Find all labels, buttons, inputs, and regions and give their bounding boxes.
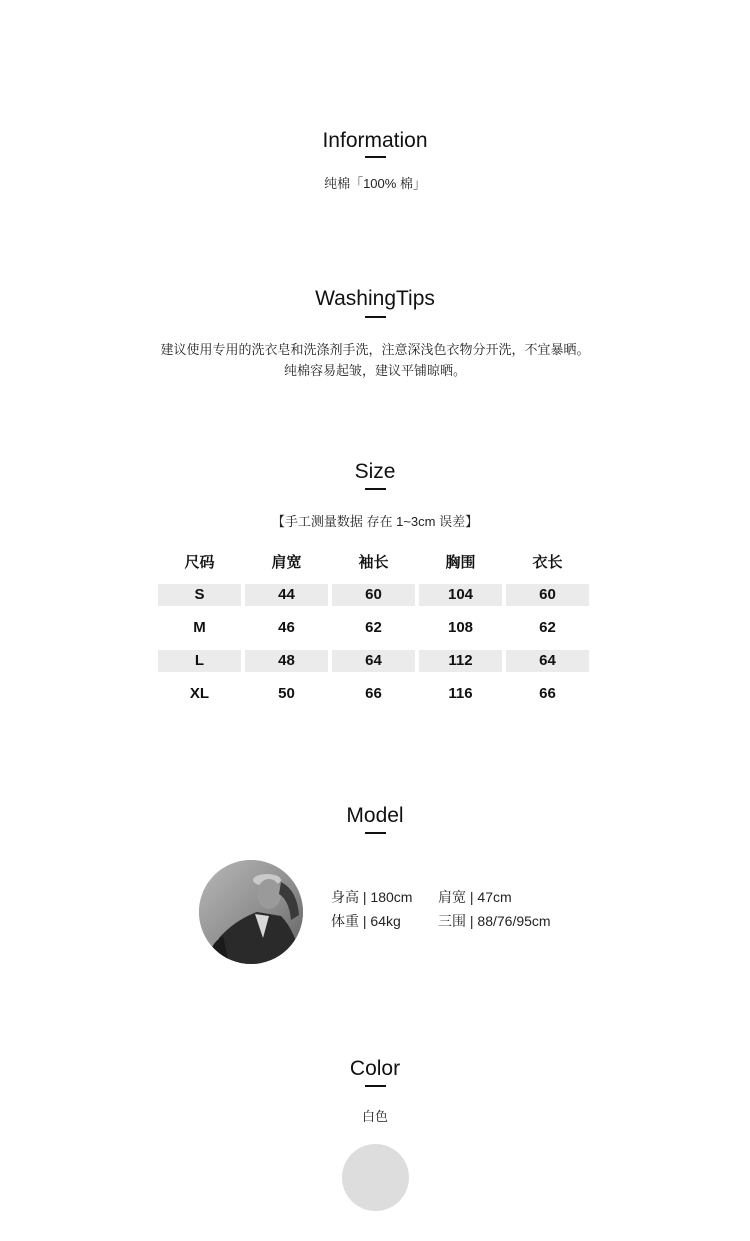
table-row bbox=[158, 644, 592, 677]
color-title: Color bbox=[349, 1057, 401, 1080]
information-underline bbox=[365, 156, 386, 158]
size-cell: 62 bbox=[539, 618, 556, 636]
washing-line-2: 纯棉容易起皱，建议平铺晾晒。 bbox=[283, 363, 466, 378]
size-cell: 66 bbox=[365, 684, 382, 702]
size-cell: 66 bbox=[539, 684, 556, 702]
washing-underline bbox=[365, 316, 386, 318]
model-height: 身高 | 180cm bbox=[331, 889, 413, 905]
size-table bbox=[158, 548, 592, 710]
color-swatch bbox=[342, 1144, 409, 1211]
model-weight: 体重 | 64kg bbox=[331, 913, 401, 929]
model-photo bbox=[199, 860, 303, 964]
size-header-cell: 袖长 bbox=[358, 554, 389, 571]
size-cell: 104 bbox=[419, 584, 502, 606]
size-cell: 64 bbox=[506, 650, 589, 672]
size-cell: S bbox=[158, 584, 241, 606]
model-avatar bbox=[199, 860, 303, 964]
size-underline bbox=[365, 488, 386, 490]
information-text: 纯棉「100% 棉」 bbox=[324, 176, 426, 191]
color-underline bbox=[365, 1085, 386, 1087]
color-name: 白色 bbox=[361, 1109, 388, 1124]
size-title: Size bbox=[354, 460, 396, 483]
size-cell: 116 bbox=[448, 684, 473, 702]
size-table-header bbox=[158, 548, 592, 578]
size-cell: M bbox=[193, 618, 206, 636]
washing-line-1: 建议使用专用的洗衣皂和洗涤剂手洗，注意深浅色衣物分开洗，不宜暴晒。 bbox=[160, 342, 590, 357]
model-measurements: 三围 | 88/76/95cm bbox=[438, 913, 551, 929]
size-cell: 46 bbox=[278, 618, 295, 636]
size-cell: 64 bbox=[332, 650, 415, 672]
table-row bbox=[158, 578, 592, 611]
model-shoulder: 肩宽 | 47cm bbox=[438, 889, 512, 905]
size-cell: 108 bbox=[447, 618, 474, 636]
size-header-cell: 衣长 bbox=[532, 554, 563, 571]
size-cell: XL bbox=[189, 684, 210, 702]
size-cell: 50 bbox=[278, 684, 295, 702]
table-row bbox=[158, 677, 592, 710]
size-cell: 112 bbox=[419, 650, 502, 672]
information-title: Information bbox=[322, 129, 428, 152]
size-note: 【手工测量数据 存在 1~3cm 误差】 bbox=[271, 514, 479, 529]
washing-title: WashingTips bbox=[315, 287, 435, 310]
size-cell: 60 bbox=[332, 584, 415, 606]
size-header-cell: 尺码 bbox=[184, 554, 215, 571]
size-cell: 60 bbox=[506, 584, 589, 606]
size-cell: L bbox=[158, 650, 241, 672]
size-cell: 44 bbox=[245, 584, 328, 606]
table-row bbox=[158, 611, 592, 644]
size-header-cell: 胸围 bbox=[445, 554, 476, 571]
size-cell: 62 bbox=[365, 618, 382, 636]
size-header-cell: 肩宽 bbox=[271, 554, 302, 571]
size-cell: 48 bbox=[245, 650, 328, 672]
model-underline bbox=[365, 832, 386, 834]
model-title: Model bbox=[346, 804, 404, 827]
